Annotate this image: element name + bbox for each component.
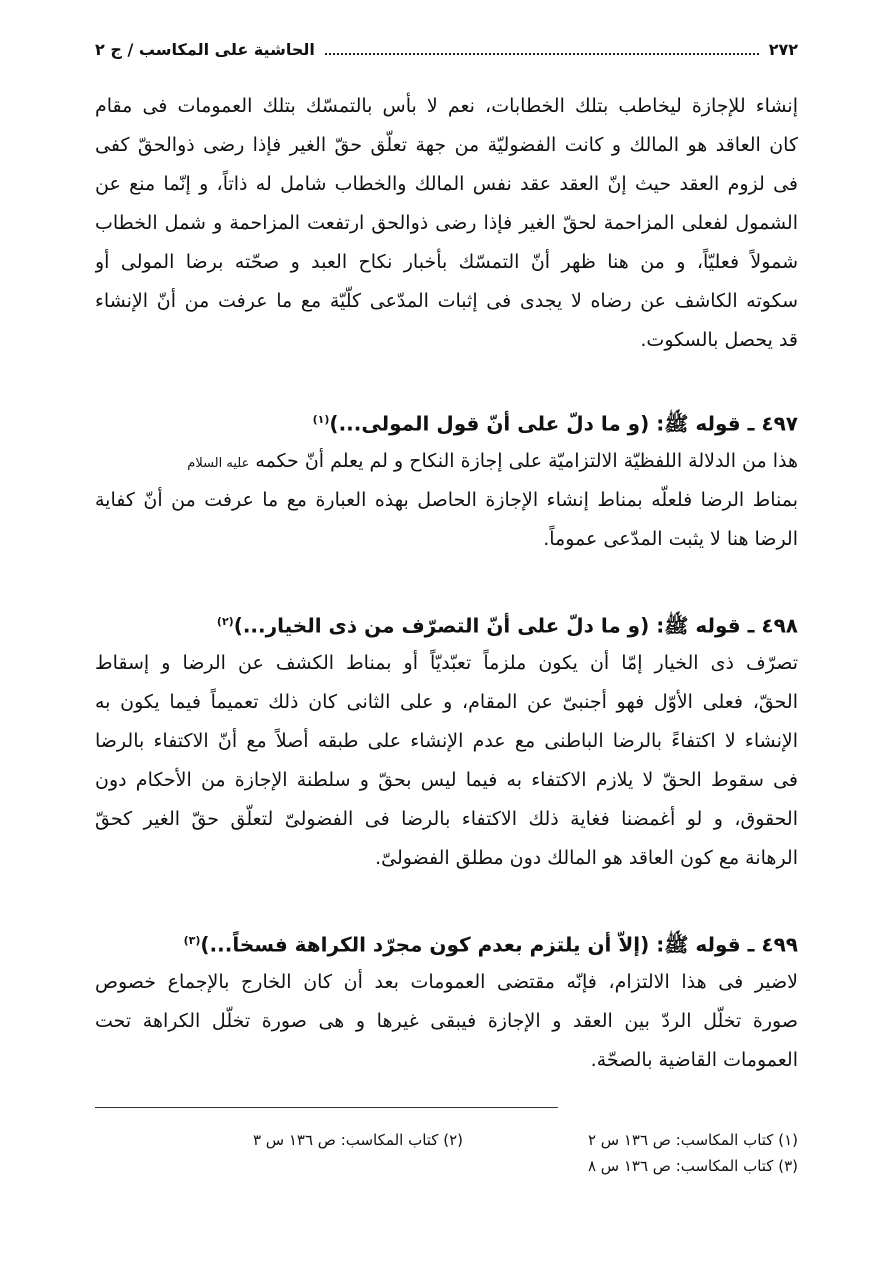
text-line: صورة تخلّل الردّ بين العقد و الإجازة فيبقى غيرها و هى صورة تخلّل الكراهة تحت [95,1010,798,1032]
text-line: فى سقوط الحقّ لا يلازم الاكتفاء به فيما ليس بحقّ و سلطنة الإجازة من الأحكام دون [95,769,798,791]
text-line [95,443,798,479]
heading-text: ٤٩٩ ـ قوله ﷺ: (إلاّ أن يلتزم بعدم كون مجرّد الكراهة فسخاً...) [200,932,798,957]
footnote-ref: (٢) [216,615,234,628]
footnote-1: (١) كتاب المكاسب: ص ١٣٦ س ٢ [587,1131,798,1149]
text-line: تصرّف ذى الخيار إمّا أن يكون ملزماً تعبّديّاً أو بمناط الكشف عن الرضا و إسقاط [95,652,798,674]
header-leader-dots [325,43,759,55]
text-line: الحقّ، فعلى الأوّل فهو أجنبىّ عن المقام، و على الثانى كان ذلك تعميماً فيما يكون به [95,691,798,713]
text-line: سكوته الكاشف عن رضاه لا يجدى فى إثبات المدّعى كلّيّة مع ما عرفت من أنّ الإنشاء [95,290,798,312]
footnote-separator [95,1107,558,1108]
text-line: العمومات القاضية بالصحّة. [590,1049,798,1071]
text-line: قد يحصل بالسكوت. [640,329,798,351]
heading-text: ٤٩٨ ـ قوله ﷺ: (و ما دلّ على أنّ التصرّف من ذى الخيار...) [233,613,798,638]
text-line: الحقوق، و لو أغمضنا فغاية ذلك الاكتفاء بالرضا فى الفضولىّ لتعلّق حقّ الغير كحقّ [95,808,798,830]
honorific-small: عليه السلام [187,456,250,471]
footnote-ref: (١) [312,413,330,426]
text-line: بمناط الرضا فلعلّه بمناط إنشاء الإجازة الحاصل بهذه العبارة مع ما عرفت من أنّ كفاية [95,489,798,511]
section-heading-497 [95,402,798,438]
page-header [95,34,798,64]
text-line: فى لزوم العقد حيث إنّ العقد عقد نفس المالك والخطاب شامل له ذاتاً، و إنّما منع عن [95,173,798,195]
text-line: كان العاقد هو المالك و كانت الفضوليّة من جهة تعلّق حقّ الغير فإذا رضى ذوالحقّ كفى [95,134,798,156]
text-line: إنشاء للإجازة ليخاطب بتلك الخطابات، نعم لا بأس بالتمسّك بتلك العمومات فى مقام [95,95,798,117]
running-title: الحاشية على المكاسب / ج ٢ [95,39,315,59]
text-line: لاضير فى هذا الالتزام، فإنّه مقتضى العمومات بعد أن كان الخارج بالإجماع خصوص [95,971,798,993]
section-heading-499 [95,923,798,959]
footnote-ref: (٣) [183,934,201,947]
text-line: الإنشاء لا اكتفاءً بالرضا الباطنى مع عدم الإنشاء على طبقه أصلاً مع أنّ الاكتفاء بالرضا [95,730,798,752]
footnote-3: (٣) كتاب المكاسب: ص ١٣٦ س ٨ [587,1157,798,1175]
text-line: الشمول لفعلى المزاحمة لحقّ الغير فإذا رضى ذوالحق ارتفعت المزاحمة و شمل الخطاب [95,212,798,234]
text-line: شمولاً فعليّاً، و من هنا ظهر أنّ التمسّك بأخبار نكاح العبد و صحّته برضا المولى أو [95,251,798,273]
footnote-2: (٢) كتاب المكاسب: ص ١٣٦ س ٣ [252,1131,463,1149]
section-heading-498 [95,604,798,640]
text-line: الرهانة مع كون العاقد هو المالك دون مطلق الفضولىّ. [375,847,798,869]
page-number: ٢٧٢ [768,39,798,59]
heading-text: ٤٩٧ ـ قوله ﷺ: (و ما دلّ على أنّ قول المولى...) [329,411,798,436]
text-segment: هذا من الدلالة اللفظيّة الالتزاميّة على إجازة النكاح و لم يعلم أنّ حكمه [255,450,798,472]
text-line: الرضا هنا لا يثبت المدّعى عموماً. [543,528,798,550]
